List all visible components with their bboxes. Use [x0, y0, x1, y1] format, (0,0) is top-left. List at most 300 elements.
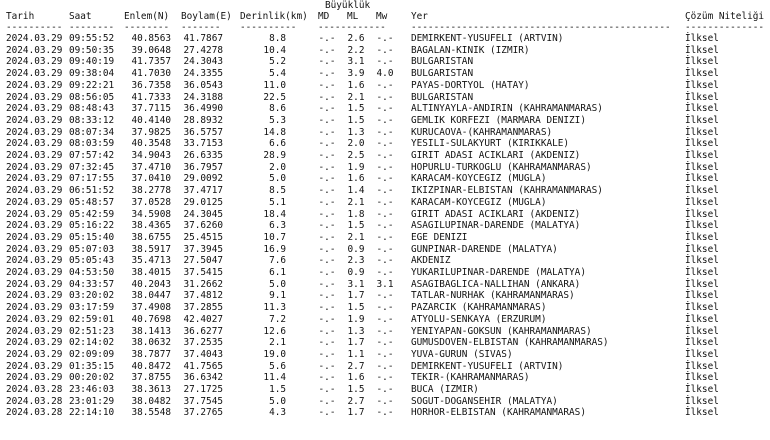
- cell-location: YUKARILUPINAR-DARENDE (MALATYA): [411, 267, 586, 278]
- cell-time: 03:20:02: [69, 290, 115, 302]
- cell-md: -.-: [318, 302, 336, 314]
- cell-depth: 2.0: [269, 161, 286, 173]
- cell-depth: 6.6: [269, 138, 286, 150]
- cell-location: GUNPINAR-DARENDE (MALATYA): [411, 243, 558, 255]
- cell-time: 01:35:15: [69, 360, 115, 372]
- cell-depth: 5.6: [269, 360, 286, 372]
- cell-location: YENIYAPAN-GOKSUN (KAHRAMANMARAS): [411, 325, 592, 337]
- cell-solution: İlksel: [685, 68, 719, 80]
- header-mw: Mw: [376, 11, 388, 22]
- cell-ml: 3.9: [347, 68, 365, 80]
- cell-depth: 5.3: [269, 114, 286, 126]
- cell-time: 23:46:03: [69, 384, 115, 395]
- cell-date: 2024.03.29: [6, 337, 63, 349]
- cell-lon: 28.8932: [183, 114, 223, 126]
- cell-time: 04:33:57: [69, 278, 115, 290]
- cell-lat: 37.9825: [131, 126, 171, 138]
- cell-solution: İlksel: [685, 208, 719, 220]
- cell-location: TATLAR-NURHAK (KAHRAMANMARAS): [411, 290, 575, 302]
- cell-date: 2024.03.29: [6, 208, 63, 220]
- cell-date: 2024.03.29: [6, 44, 63, 56]
- cell-mw: -.-: [376, 126, 394, 138]
- cell-ml: 1.7: [347, 290, 365, 302]
- cell-solution: İlksel: [685, 196, 719, 208]
- cell-solution: İlksel: [685, 243, 719, 255]
- cell-time: 08:07:34: [69, 126, 115, 138]
- cell-lon: 41.7867: [183, 33, 223, 44]
- table-row: [0, 302, 770, 314]
- cell-solution: İlksel: [685, 103, 719, 115]
- cell-md: -.-: [318, 313, 336, 325]
- cell-solution: İlksel: [685, 44, 719, 56]
- cell-md: -.-: [318, 337, 336, 349]
- cell-md: -.-: [318, 231, 336, 243]
- cell-lon: 37.3945: [183, 243, 223, 255]
- cell-depth: 6.1: [269, 267, 286, 278]
- table-row: [0, 68, 770, 80]
- cell-date: 2024.03.29: [6, 302, 63, 314]
- cell-location: ASAGIBAGLICA-NALLIHAN (ANKARA): [411, 278, 581, 290]
- cell-lat: 41.7333: [131, 91, 171, 103]
- table-row: [0, 220, 770, 232]
- cell-date: 2024.03.28: [6, 407, 63, 419]
- cell-lat: 37.0410: [131, 173, 171, 185]
- cell-solution: İlksel: [685, 56, 719, 68]
- cell-mw: -.-: [376, 150, 394, 161]
- cell-lat: 40.8472: [131, 360, 171, 372]
- cell-depth: 5.0: [269, 278, 286, 290]
- cell-solution: İlksel: [685, 407, 719, 419]
- cell-mw: -.-: [376, 243, 394, 255]
- cell-mw: -.-: [376, 220, 394, 232]
- cell-depth: 19.0: [263, 348, 286, 360]
- separator-date: ----------: [6, 22, 63, 33]
- cell-lon: 29.0125: [183, 196, 223, 208]
- cell-time: 22:14:10: [69, 407, 115, 419]
- cell-lon: 36.4990: [183, 103, 223, 115]
- cell-depth: 6.3: [269, 220, 286, 232]
- cell-md: -.-: [318, 68, 336, 80]
- cell-date: 2024.03.29: [6, 220, 63, 232]
- cell-date: 2024.03.29: [6, 372, 63, 384]
- cell-depth: 9.1: [269, 290, 286, 302]
- cell-location: YESILI-SULAKYURT (KIRIKKALE): [411, 138, 570, 150]
- cell-date: 2024.03.29: [6, 33, 63, 44]
- cell-lat: 38.1413: [131, 325, 171, 337]
- table-row: [0, 407, 770, 419]
- cell-date: 2024.03.29: [6, 255, 63, 267]
- cell-time: 09:22:21: [69, 79, 115, 91]
- table-row: [0, 138, 770, 150]
- cell-depth: 8.6: [269, 103, 286, 115]
- cell-ml: 0.9: [347, 267, 365, 278]
- cell-ml: 2.7: [347, 395, 365, 407]
- cell-date: 2024.03.29: [6, 360, 63, 372]
- cell-depth: 11.0: [263, 79, 286, 91]
- cell-time: 00:20:02: [69, 372, 115, 384]
- cell-time: 03:17:59: [69, 302, 115, 314]
- cell-lon: 29.0092: [183, 173, 223, 185]
- cell-lon: 27.4278: [183, 44, 223, 56]
- cell-lon: 37.2765: [183, 407, 223, 419]
- cell-ml: 1.9: [347, 313, 365, 325]
- cell-lat: 37.0528: [131, 196, 171, 208]
- cell-lon: 37.2535: [183, 337, 223, 349]
- cell-solution: İlksel: [685, 255, 719, 267]
- cell-mw: -.-: [376, 407, 394, 419]
- cell-mw: -.-: [376, 114, 394, 126]
- cell-lat: 38.4365: [131, 220, 171, 232]
- cell-mw: -.-: [376, 161, 394, 173]
- cell-location: BULGARISTAN: [411, 68, 474, 80]
- cell-date: 2024.03.29: [6, 103, 63, 115]
- cell-md: -.-: [318, 91, 336, 103]
- table-row: [0, 349, 770, 361]
- cell-date: 2024.03.29: [6, 138, 63, 150]
- cell-md: -.-: [318, 360, 336, 372]
- cell-ml: 2.5: [347, 150, 365, 161]
- cell-date: 2024.03.29: [6, 196, 63, 208]
- header-lat: Enlem(N): [124, 11, 170, 22]
- cell-lat: 34.5908: [131, 208, 171, 220]
- cell-time: 07:32:45: [69, 161, 115, 173]
- cell-date: 2024.03.29: [6, 278, 63, 290]
- cell-time: 05:48:57: [69, 196, 115, 208]
- cell-location: HORHOR-ELBISTAN (KAHRAMANMARAS): [411, 407, 586, 419]
- header-ml: ML: [347, 11, 359, 22]
- cell-mw: -.-: [376, 395, 394, 407]
- table-row: [0, 396, 770, 408]
- cell-depth: 5.2: [269, 56, 286, 68]
- cell-location: GIRIT ADASI ACIKLARI (AKDENIZ): [411, 150, 581, 161]
- cell-mw: -.-: [376, 91, 394, 103]
- separator-solution: --------------: [685, 22, 765, 33]
- cell-location: IKIZPINAR-ELBISTAN (KAHRAMANMARAS): [411, 185, 603, 197]
- table-row: [0, 103, 770, 115]
- cell-lon: 37.4717: [183, 185, 223, 197]
- cell-depth: 7.6: [269, 255, 286, 267]
- cell-mw: -.-: [376, 79, 394, 91]
- cell-time: 02:14:02: [69, 337, 115, 349]
- cell-mw: -.-: [376, 208, 394, 220]
- cell-mw: -.-: [376, 302, 394, 314]
- cell-mw: -.-: [376, 33, 394, 44]
- cell-depth: 14.8: [263, 126, 286, 138]
- cell-date: 2024.03.29: [6, 91, 63, 103]
- cell-time: 06:51:52: [69, 185, 115, 197]
- cell-ml: 1.6: [347, 173, 365, 185]
- cell-solution: İlksel: [685, 79, 719, 91]
- table-row: [0, 173, 770, 185]
- cell-solution: İlksel: [685, 161, 719, 173]
- table-row: [0, 326, 770, 338]
- cell-location: ASAGILUPINAR-DARENDE (MALATYA): [411, 220, 581, 232]
- cell-time: 09:55:52: [69, 33, 115, 44]
- cell-md: -.-: [318, 196, 336, 208]
- cell-lat: 38.3613: [131, 384, 171, 395]
- cell-lon: 37.5415: [183, 267, 223, 278]
- cell-md: -.-: [318, 44, 336, 56]
- cell-md: -.-: [318, 278, 336, 290]
- cell-lat: 35.4713: [131, 255, 171, 267]
- cell-date: 2024.03.29: [6, 68, 63, 80]
- cell-location: KARACAM-KOYCEGIZ (MUGLA): [411, 173, 547, 185]
- cell-lat: 38.2778: [131, 185, 171, 197]
- cell-mw: -.-: [376, 255, 394, 267]
- cell-ml: 1.5: [347, 114, 365, 126]
- cell-date: 2024.03.29: [6, 231, 63, 243]
- cell-lat: 41.7030: [131, 68, 171, 80]
- header-md: MD: [318, 11, 330, 22]
- cell-depth: 16.9: [263, 243, 286, 255]
- cell-ml: 0.9: [347, 243, 365, 255]
- cell-depth: 5.0: [269, 173, 286, 185]
- cell-time: 05:07:03: [69, 243, 115, 255]
- cell-ml: 1.7: [347, 337, 365, 349]
- table-row: [0, 232, 770, 244]
- cell-ml: 2.2: [347, 44, 365, 56]
- cell-ml: 1.1: [347, 348, 365, 360]
- cell-ml: 3.1: [347, 278, 365, 290]
- table-row: [0, 45, 770, 57]
- cell-md: -.-: [318, 395, 336, 407]
- cell-date: 2024.03.29: [6, 243, 63, 255]
- cell-lat: 41.7357: [131, 56, 171, 68]
- magnitude-group-label: Büyüklük: [325, 0, 371, 11]
- table-row: [0, 267, 770, 279]
- cell-solution: İlksel: [685, 302, 719, 314]
- cell-location: KARACAM-KOYCEGIZ (MUGLA): [411, 196, 547, 208]
- cell-depth: 18.4: [263, 208, 286, 220]
- cell-depth: 4.3: [269, 407, 286, 419]
- cell-depth: 22.5: [263, 91, 286, 103]
- cell-time: 23:01:29: [69, 395, 115, 407]
- cell-time: 08:33:12: [69, 114, 115, 126]
- cell-lat: 38.0632: [131, 337, 171, 349]
- table-row: [0, 209, 770, 221]
- cell-lat: 34.9043: [131, 150, 171, 161]
- cell-lon: 24.3188: [183, 91, 223, 103]
- cell-location: GEMLIK KORFEZI (MARMARA DENIZI): [411, 114, 586, 126]
- cell-ml: 2.1: [347, 196, 365, 208]
- cell-ml: 2.1: [347, 231, 365, 243]
- cell-mw: -.-: [376, 384, 394, 395]
- cell-time: 07:17:55: [69, 173, 115, 185]
- cell-lon: 25.4515: [183, 231, 223, 243]
- cell-ml: 2.1: [347, 91, 365, 103]
- cell-mw: -.-: [376, 44, 394, 56]
- cell-solution: İlksel: [685, 267, 719, 278]
- cell-ml: 1.3: [347, 325, 365, 337]
- cell-md: -.-: [318, 161, 336, 173]
- cell-location: BULGARISTAN: [411, 56, 474, 68]
- cell-mw: -.-: [376, 337, 394, 349]
- cell-lat: 40.8563: [131, 33, 171, 44]
- cell-location: ALTINYAYLA-ANDIRIN (KAHRAMANMARAS): [411, 103, 603, 115]
- cell-location: DEMIRKENT-YUSUFELI (ARTVIN): [411, 360, 564, 372]
- cell-lon: 42.4027: [183, 313, 223, 325]
- table-row: [0, 56, 770, 68]
- cell-location: PAZARCIK (KAHRAMANMARAS): [411, 302, 547, 314]
- cell-mw: -.-: [376, 325, 394, 337]
- cell-mw: -.-: [376, 138, 394, 150]
- cell-location: ATYOLU-SENKAYA (ERZURUM): [411, 313, 547, 325]
- cell-mw: -.-: [376, 173, 394, 185]
- cell-ml: 2.7: [347, 360, 365, 372]
- cell-solution: İlksel: [685, 33, 719, 44]
- cell-location: BAGALAN-KINIK (IZMIR): [411, 44, 530, 56]
- cell-date: 2024.03.29: [6, 313, 63, 325]
- cell-lat: 38.5548: [131, 407, 171, 419]
- cell-lon: 27.1725: [183, 384, 223, 395]
- cell-time: 02:51:23: [69, 325, 115, 337]
- cell-lon: 33.7153: [183, 138, 223, 150]
- table-row: [0, 314, 770, 326]
- cell-depth: 8.5: [269, 185, 286, 197]
- cell-depth: 11.3: [263, 302, 286, 314]
- cell-mw: -.-: [376, 348, 394, 360]
- table-row: [0, 372, 770, 384]
- cell-depth: 10.7: [263, 231, 286, 243]
- cell-time: 05:16:22: [69, 220, 115, 232]
- cell-ml: 2.3: [347, 255, 365, 267]
- cell-lon: 36.6277: [183, 325, 223, 337]
- cell-ml: 1.5: [347, 220, 365, 232]
- cell-lat: 37.4710: [131, 161, 171, 173]
- cell-solution: İlksel: [685, 395, 719, 407]
- cell-depth: 7.2: [269, 313, 286, 325]
- cell-mw: -.-: [376, 56, 394, 68]
- table-row: [0, 127, 770, 139]
- cell-ml: 3.1: [347, 56, 365, 68]
- cell-depth: 8.8: [269, 33, 286, 44]
- cell-solution: İlksel: [685, 325, 719, 337]
- cell-md: -.-: [318, 138, 336, 150]
- cell-time: 08:03:59: [69, 138, 115, 150]
- cell-lat: 40.4140: [131, 114, 171, 126]
- cell-ml: 1.3: [347, 126, 365, 138]
- cell-date: 2024.03.29: [6, 173, 63, 185]
- cell-time: 09:38:04: [69, 68, 115, 80]
- cell-lat: 38.6755: [131, 231, 171, 243]
- cell-lon: 31.2662: [183, 278, 223, 290]
- cell-depth: 28.9: [263, 150, 286, 161]
- table-row: [0, 244, 770, 256]
- cell-solution: İlksel: [685, 185, 719, 197]
- cell-lat: 38.5917: [131, 243, 171, 255]
- cell-location: HOPURLU-TURKOGLU (KAHRAMANMARAS): [411, 161, 592, 173]
- cell-mw: 3.1: [376, 278, 394, 290]
- cell-md: -.-: [318, 348, 336, 360]
- cell-mw: -.-: [376, 313, 394, 325]
- cell-location: GUMUSDOVEN-ELBISTAN (KAHRAMANMARAS): [411, 337, 609, 349]
- cell-time: 09:40:19: [69, 56, 115, 68]
- cell-ml: 1.5: [347, 302, 365, 314]
- cell-lon: 36.7957: [183, 161, 223, 173]
- cell-depth: 1.5: [269, 384, 286, 395]
- cell-md: -.-: [318, 185, 336, 197]
- cell-time: 02:09:09: [69, 348, 115, 360]
- cell-mw: 4.0: [376, 68, 394, 80]
- cell-md: -.-: [318, 114, 336, 126]
- cell-lat: 38.0447: [131, 290, 171, 302]
- table-row: [0, 337, 770, 349]
- separator-lon: -------: [181, 22, 221, 33]
- cell-date: 2024.03.29: [6, 161, 63, 173]
- table-row: [0, 361, 770, 373]
- cell-time: 08:48:43: [69, 103, 115, 115]
- cell-lon: 37.4812: [183, 290, 223, 302]
- cell-solution: İlksel: [685, 91, 719, 103]
- separator-lat: --------: [124, 22, 170, 33]
- cell-mw: -.-: [376, 372, 394, 384]
- header-location: Yer: [411, 11, 428, 22]
- separator-time: --------: [69, 22, 115, 33]
- cell-lon: 37.7545: [183, 395, 223, 407]
- table-row: [0, 384, 770, 396]
- cell-time: 05:15:40: [69, 231, 115, 243]
- cell-solution: İlksel: [685, 114, 719, 126]
- cell-date: 2024.03.28: [6, 384, 63, 395]
- cell-lat: 37.7115: [131, 103, 171, 115]
- cell-location: SOGUT-DOGANSEHIR (MALATYA): [411, 395, 558, 407]
- cell-lon: 27.5047: [183, 255, 223, 267]
- cell-location: PAYAS-DORTYOL (HATAY): [411, 79, 530, 91]
- cell-solution: İlksel: [685, 372, 719, 384]
- cell-time: 02:59:01: [69, 313, 115, 325]
- cell-lon: 37.2855: [183, 302, 223, 314]
- table-row: [0, 185, 770, 197]
- cell-date: 2024.03.29: [6, 126, 63, 138]
- cell-md: -.-: [318, 33, 336, 44]
- cell-solution: İlksel: [685, 138, 719, 150]
- cell-md: -.-: [318, 126, 336, 138]
- cell-depth: 12.6: [263, 325, 286, 337]
- table-row: [0, 290, 770, 302]
- cell-ml: 1.7: [347, 407, 365, 419]
- cell-ml: 1.5: [347, 103, 365, 115]
- cell-solution: İlksel: [685, 290, 719, 302]
- cell-md: -.-: [318, 407, 336, 419]
- cell-lon: 41.7565: [183, 360, 223, 372]
- table-row: [0, 115, 770, 127]
- header-depth: Derinlik(km): [240, 11, 308, 22]
- cell-depth: 10.4: [263, 44, 286, 56]
- cell-ml: 1.5: [347, 384, 365, 395]
- cell-time: 08:56:05: [69, 91, 115, 103]
- cell-time: 05:42:59: [69, 208, 115, 220]
- cell-mw: -.-: [376, 185, 394, 197]
- cell-lat: 37.8755: [131, 372, 171, 384]
- cell-date: 2024.03.29: [6, 185, 63, 197]
- cell-md: -.-: [318, 243, 336, 255]
- cell-solution: İlksel: [685, 348, 719, 360]
- cell-lat: 38.4015: [131, 267, 171, 278]
- cell-ml: 1.9: [347, 161, 365, 173]
- cell-date: 2024.03.29: [6, 79, 63, 91]
- cell-location: BULGARISTAN: [411, 91, 474, 103]
- cell-mw: -.-: [376, 267, 394, 278]
- cell-lat: 38.7877: [131, 348, 171, 360]
- cell-md: -.-: [318, 372, 336, 384]
- cell-time: 09:50:35: [69, 44, 115, 56]
- cell-ml: 2.0: [347, 138, 365, 150]
- cell-lat: 38.0482: [131, 395, 171, 407]
- cell-depth: 5.0: [269, 395, 286, 407]
- cell-solution: İlksel: [685, 231, 719, 243]
- table-row: [0, 150, 770, 162]
- cell-lon: 37.6260: [183, 220, 223, 232]
